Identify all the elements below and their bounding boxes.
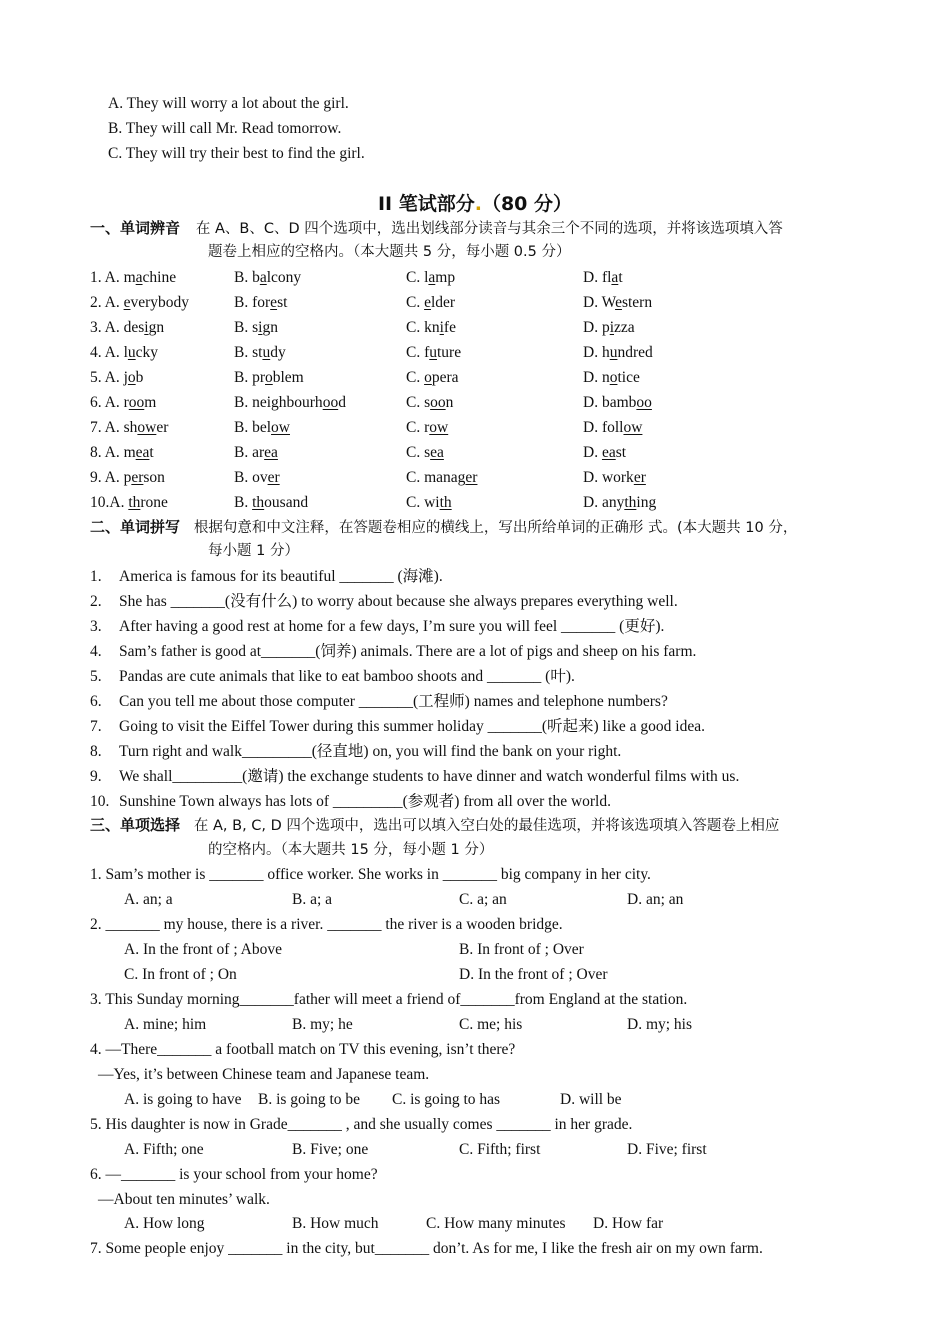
spelling-q10-number: 10. [90, 793, 110, 810]
phonics-q10-option-c [406, 493, 452, 513]
underlined-sound: ea [430, 444, 444, 461]
word-part: l [123, 344, 128, 361]
spelling-q2-text: She has _______(没有什么) to worry about because she always prepares everything well. [119, 593, 678, 610]
word-part: B. [234, 494, 253, 511]
spelling-q9-number: 9. [90, 768, 102, 785]
word-part: m [123, 444, 136, 461]
phonics-q3-number: 3. A. [90, 319, 120, 336]
word-part: B. ov [234, 469, 268, 486]
phonics-q7-option-b [234, 418, 290, 438]
section2-header [90, 517, 797, 538]
word-part: C. r [406, 419, 430, 436]
word-part: C. kn [406, 319, 440, 336]
top-option-b: B. They will call Mr. Read tomorrow. [108, 120, 342, 137]
phonics-q1-option-d [583, 268, 623, 288]
phonics-q3-option-c [406, 318, 456, 338]
phonics-q8-number: 8. A. [90, 444, 120, 461]
underlined-sound: ow [271, 419, 290, 436]
phonics-q2-option-c [406, 293, 455, 313]
mc-q4-option-b: B. is going to be [258, 1091, 361, 1108]
spelling-q3-text: After having a good rest at home for a few days, I’m sure you will feel _______ (更好). [119, 618, 665, 635]
word-part: C. s [406, 394, 431, 411]
word-part: B. ar [234, 444, 265, 461]
word-part: D. fl [583, 269, 612, 286]
underlined-sound: u [429, 344, 437, 361]
underlined-sound: e [123, 294, 131, 311]
section3-instruction-1: 在 A, B, C, D 四个选项中，选出可以填入空白处的最佳选项，并将该选项填入答题卷上相应 [193, 818, 780, 834]
mc-q2-option-d: D. In the front of ; Over [459, 966, 608, 983]
mc-q6-option-d: D. How far [593, 1215, 664, 1232]
phonics-q6-option-d [583, 393, 652, 413]
mc-q2-option-a: A. In the front of ; Above [124, 941, 282, 958]
underlined-sound: e [270, 294, 278, 311]
word-part: r [123, 394, 129, 411]
spelling-q4-text: Sam’s father is good at_______(饲养) animals. There are a lot of pigs and sheep on his farm. [119, 643, 697, 660]
word-part: st [277, 294, 288, 311]
word-part: B. pr [234, 369, 265, 386]
word-part: C. s [406, 444, 431, 461]
word-part: B. for [234, 294, 271, 311]
phonics-q3-option-a [90, 318, 164, 338]
word-part: C. [406, 369, 425, 386]
underlined-sound: er [131, 469, 144, 486]
mc-q5-option-c: C. Fifth; first [459, 1141, 541, 1158]
underlined-sound: i [144, 319, 149, 336]
underlined-sound: er [465, 469, 478, 486]
phonics-q6-option-c [406, 393, 453, 413]
underlined-sound: u [609, 344, 618, 361]
spelling-q6-number: 6. [90, 693, 102, 710]
spelling-q8-number: 8. [90, 743, 102, 760]
spelling-q5-text: Pandas are cute animals that like to eat bamboo shoots and _______ (叶). [119, 668, 575, 685]
phonics-q10-number: 10.A. [90, 494, 125, 511]
spelling-q4-number: 4. [90, 643, 102, 660]
word-part: pera [431, 369, 459, 386]
word-part: sh [123, 419, 138, 436]
phonics-q4-option-d [583, 343, 653, 363]
phonics-q10-option-d [583, 493, 656, 513]
word-part: b [135, 369, 144, 386]
mc-question-5: 5. His daughter is now in Grade_______ , and she usually comes _______ in her grade. [90, 1116, 633, 1133]
word-part: B. s [234, 319, 259, 336]
section2-instruction-1: 根据句意和中文注释，在答题卷相应的横线上，写出所给单词的正确形 式。(本大题共 10 分， [193, 520, 798, 536]
phonics-q9-option-a [90, 468, 165, 488]
word-part: mp [435, 269, 456, 286]
mc-q1-option-a: A. an; a [124, 891, 173, 908]
word-part: D. foll [583, 419, 624, 436]
phonics-q1-option-c [406, 268, 455, 288]
underlined-sound: oo [128, 394, 145, 411]
word-part: gn [262, 319, 278, 336]
word-part: m [123, 269, 136, 286]
underlined-sound: ow [429, 419, 449, 436]
word-part: gn [148, 319, 165, 336]
underlined-sound: u [127, 344, 136, 361]
section1-instruction-2: 题卷上相应的空格内。（本大题共 5 分，每小题 0.5 分） [208, 244, 571, 260]
spelling-q2-number: 2. [90, 593, 102, 610]
underlined-sound: i [609, 319, 615, 336]
phonics-q5-option-d [583, 368, 640, 388]
word-part: t [618, 269, 623, 286]
spelling-q7-text: Going to visit the Eiffel Tower during this summer holiday _______(听起来) like a good idea. [119, 718, 705, 735]
phonics-q2-option-b [234, 293, 287, 313]
word-part: C. manag [406, 469, 466, 486]
phonics-q2-number: 2. A. [90, 294, 120, 311]
phonics-q6-option-b [234, 393, 346, 413]
underlined-sound: a [135, 269, 143, 286]
mc-q4-option-a: A. is going to have [124, 1091, 242, 1108]
phonics-q2-option-d [583, 293, 652, 313]
mc-question-2: 2. _______ my house, there is a river. _______ the river is a wooden bridge. [90, 916, 563, 933]
underlined-sound: th [252, 494, 265, 511]
underlined-sound: ow [137, 419, 157, 436]
underlined-sound: er [633, 469, 646, 486]
word-part: j [123, 369, 128, 386]
word-part: stern [621, 294, 653, 311]
phonics-q5-option-b [234, 368, 304, 388]
word-part: D. h [583, 344, 610, 361]
mc-q2-option-c: C. In front of ; On [124, 966, 237, 983]
underlined-sound: o [424, 369, 432, 386]
phonics-q2-option-a [90, 293, 189, 313]
phonics-q7-option-a [90, 418, 168, 438]
word-part: lder [430, 294, 456, 311]
section1-header [90, 218, 783, 239]
underlined-sound: th [439, 494, 452, 511]
underlined-sound: o [265, 369, 273, 386]
phonics-q8-option-c [406, 443, 444, 463]
mc-question-4-reply: —Yes, it’s between Chinese team and Japanese team. [98, 1066, 430, 1083]
word-part: chine [142, 269, 177, 286]
word-part: D. [583, 444, 602, 461]
mc-q5-option-b: B. Five; one [292, 1141, 369, 1158]
underlined-sound: oo [636, 394, 652, 411]
phonics-q6-number: 6. A. [90, 394, 120, 411]
phonics-q5-number: 5. A. [90, 369, 120, 386]
spelling-q1-number: 1. [90, 568, 102, 585]
phonics-q6-option-a [90, 393, 156, 413]
word-part: blem [272, 369, 304, 386]
mc-q2-option-b: B. In front of ; Over [459, 941, 584, 958]
underlined-sound: a [259, 269, 267, 286]
part-title-dot: . [474, 193, 482, 215]
phonics-q4-option-a [90, 343, 158, 363]
underlined-sound: ea [601, 444, 616, 461]
mc-question-1: 1. Sam’s mother is _______ office worker. She works in _______ big company in her city. [90, 866, 651, 883]
phonics-q3-option-b [234, 318, 278, 338]
word-part: ture [437, 344, 462, 361]
word-part: rone [140, 494, 168, 511]
mc-q4-option-c: C. is going to has [392, 1091, 501, 1108]
phonics-q1-number: 1. A. [90, 269, 120, 286]
spelling-q5-number: 5. [90, 668, 102, 685]
section2-heading: 二、单词拼写 [90, 518, 181, 536]
word-part: C. l [406, 269, 429, 286]
word-part: D. work [583, 469, 634, 486]
word-part: n [445, 394, 454, 411]
phonics-q9-option-b [234, 468, 280, 488]
mc-q6-option-b: B. How much [292, 1215, 379, 1232]
word-part: p [123, 469, 132, 486]
mc-question-6: 6. —_______ is your school from your home? [90, 1166, 378, 1183]
phonics-q4-number: 4. A. [90, 344, 120, 361]
phonics-q9-option-d [583, 468, 646, 488]
word-part: t [149, 444, 154, 461]
word-part: B. bel [234, 419, 272, 436]
word-part: D. W [583, 294, 616, 311]
phonics-q8-option-d [583, 443, 626, 463]
underlined-sound: th [624, 494, 637, 511]
mc-q5-option-d: D. Five; first [627, 1141, 707, 1158]
phonics-q8-option-b [234, 443, 278, 463]
phonics-q10-option-a [90, 493, 168, 513]
word-part: D. n [583, 369, 610, 386]
mc-q4-option-d: D. will be [560, 1091, 622, 1108]
spelling-q7-number: 7. [90, 718, 102, 735]
underlined-sound: a [611, 269, 619, 286]
phonics-q4-option-b [234, 343, 286, 363]
underlined-sound: th [128, 494, 141, 511]
underlined-sound: er [267, 469, 280, 486]
word-part: D. bamb [583, 394, 637, 411]
mc-question-6-reply: —About ten minutes’ walk. [98, 1191, 270, 1208]
phonics-q1-option-a [90, 268, 176, 288]
word-part: des [123, 319, 145, 336]
mc-q3-option-c: C. me; his [459, 1016, 523, 1033]
word-part: d [338, 394, 346, 411]
part-title [0, 191, 950, 217]
section1-instruction-1: 在 A、B、C、D 四个选项中，选出划线部分读音与其余三个不同的选项，并将该选项填入答 [195, 221, 783, 237]
underlined-sound: ea [135, 444, 150, 461]
word-part: dy [270, 344, 286, 361]
word-part: er [156, 419, 169, 436]
underlined-sound: a [428, 269, 436, 286]
word-part: ing [636, 494, 657, 511]
underlined-sound: e [424, 294, 431, 311]
phonics-q9-option-c [406, 468, 477, 488]
spelling-q8-text: Turn right and walk_________(径直地) on, you will find the bank on your right. [119, 743, 622, 760]
section3-heading: 三、单项选择 [90, 816, 181, 834]
mc-q1-option-d: D. an; an [627, 891, 684, 908]
mc-q6-option-c: C. How many minutes [426, 1215, 566, 1232]
word-part: zza [614, 319, 635, 336]
top-option-c: C. They will try their best to find the girl. [108, 145, 365, 162]
part-title-score: （80 分） [481, 193, 573, 215]
phonics-q4-option-c [406, 343, 461, 363]
word-part: st [615, 444, 627, 461]
word-part: ousand [264, 494, 309, 511]
part-title-main: II 笔试部分 [377, 193, 475, 215]
spelling-q1-text: America is famous for its beautiful _______ (海滩). [119, 568, 443, 585]
phonics-q1-option-b [234, 268, 301, 288]
word-part: C. wi [406, 494, 440, 511]
underlined-sound: e [615, 294, 622, 311]
underlined-sound: ow [623, 419, 643, 436]
underlined-sound: oo [322, 394, 339, 411]
underlined-sound: o [609, 369, 618, 386]
underlined-sound: i [258, 319, 263, 336]
word-part: fe [443, 319, 456, 336]
phonics-q10-option-b [234, 493, 308, 513]
phonics-q8-option-a [90, 443, 154, 463]
word-part: B. b [234, 269, 260, 286]
phonics-q9-number: 9. A. [90, 469, 120, 486]
word-part: D. any [583, 494, 625, 511]
mc-q1-option-b: B. a; a [292, 891, 333, 908]
mc-q5-option-a: A. Fifth; one [124, 1141, 204, 1158]
word-part: tice [617, 369, 640, 386]
word-part: m [144, 394, 157, 411]
phonics-q5-option-c [406, 368, 459, 388]
phonics-q7-option-c [406, 418, 448, 438]
word-part: C. f [406, 344, 430, 361]
mc-question-3: 3. This Sunday morning_______father will meet a friend of_______from England at the station. [90, 991, 688, 1008]
mc-q3-option-d: D. my; his [627, 1016, 693, 1033]
mc-question-7: 7. Some people enjoy _______ in the city, but_______ don’t. As for me, I like the fresh air on my own farm. [90, 1240, 763, 1257]
phonics-q5-option-a [90, 368, 143, 388]
underlined-sound: ea [264, 444, 278, 461]
spelling-q10-text: Sunshine Town always has lots of _________(参观者) from all over the world. [119, 793, 611, 810]
mc-q3-option-b: B. my; he [292, 1016, 353, 1033]
mc-q6-option-a: A. How long [124, 1215, 205, 1232]
top-option-a: A. They will worry a lot about the girl. [108, 95, 349, 112]
phonics-q3-option-d [583, 318, 635, 338]
section3-instruction-2: 的空格内。（本大题共 15 分，每小题 1 分） [208, 842, 494, 858]
word-part: D. p [583, 319, 610, 336]
section2-instruction-2: 每小题 1 分） [208, 543, 299, 559]
word-part: B. neighbourh [234, 394, 323, 411]
mc-question-4: 4. —There_______ a football match on TV this evening, isn’t there? [90, 1041, 516, 1058]
underlined-sound: oo [430, 394, 446, 411]
phonics-q7-option-d [583, 418, 642, 438]
mc-q3-option-a: A. mine; him [124, 1016, 207, 1033]
word-part: C. [406, 294, 425, 311]
spelling-q6-text: Can you tell me about those computer _______(工程师) names and telephone numbers? [119, 693, 668, 710]
section3-header [90, 815, 779, 836]
phonics-q7-number: 7. A. [90, 419, 120, 436]
word-part: cky [135, 344, 159, 361]
spelling-q9-text: We shall_________(邀请) the exchange students to have dinner and watch wonderful films with us. [119, 768, 740, 785]
word-part: verybody [130, 294, 190, 311]
word-part: son [143, 469, 165, 486]
word-part: lcony [266, 269, 302, 286]
underlined-sound: o [127, 369, 136, 386]
spelling-q3-number: 3. [90, 618, 102, 635]
underlined-sound: u [262, 344, 271, 361]
underlined-sound: i [439, 319, 444, 336]
word-part: B. st [234, 344, 263, 361]
section1-heading: 一、单词辨音 [90, 219, 181, 237]
mc-q1-option-c: C. a; an [459, 891, 507, 908]
word-part: ndred [617, 344, 653, 361]
